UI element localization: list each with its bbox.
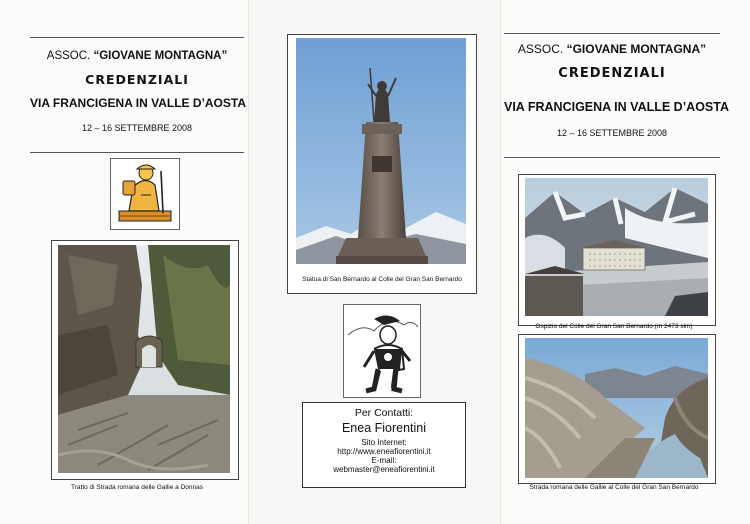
contact-name: Enea Fiorentini: [341, 421, 427, 435]
hospice-photo: [525, 178, 708, 316]
left-top-rule: [30, 37, 244, 38]
website-link[interactable]: http://www.eneafiorentini.it: [337, 447, 431, 456]
left-assoc-title: [30, 50, 244, 62]
left-credenziali: CREDENZIALI: [85, 72, 189, 87]
pilgrim-icon: [111, 159, 179, 229]
contact-box: [302, 402, 466, 488]
email-link[interactable]: webmaster@eneafiorentini.it: [333, 465, 435, 474]
right-route-title: VIA FRANCIGENA IN VALLE D’AOSTA: [504, 100, 729, 114]
pilgrim-icon-frame: [110, 158, 180, 230]
saint-bernard-statue-photo: [296, 38, 466, 264]
hospice-caption: Ospizio del Colle del Gran San Bernardo (m 2473 slm): [535, 323, 693, 330]
right-bottom-rule: [504, 157, 720, 158]
right-assoc-title: [504, 42, 720, 56]
fold-line-left: [248, 0, 249, 524]
left-route-title: VIA FRANCIGENA IN VALLE D’AOSTA: [30, 96, 246, 110]
donnas-roman-road-photo: [58, 245, 230, 473]
hiker-logo-frame: [343, 304, 421, 398]
email-label: E-mail:: [371, 456, 397, 465]
left-dates: 12 – 16 SETTEMBRE 2008: [81, 123, 193, 133]
fold-line-right: [500, 0, 501, 524]
road-caption: Strada romana delle Gallie al Colle del Gran San Bernardo: [529, 484, 699, 491]
right-dates: 12 – 16 SETTEMBRE 2008: [556, 128, 668, 138]
statue-caption: Statua di San Bernardo al Colle del Gran San Bernardo: [302, 276, 462, 283]
hiker-logo-icon: [344, 305, 420, 397]
website-label: Sito Internet:: [361, 438, 407, 447]
right-credenziali: CREDENZIALI: [558, 66, 666, 81]
left-bottom-rule: [30, 152, 244, 153]
contact-title: Per Contatti:: [354, 407, 414, 419]
left-assoc-name: “GIOVANE MONTAGNA”: [93, 50, 228, 62]
right-top-rule: [504, 33, 720, 34]
right-assoc-name: “GIOVANE MONTAGNA”: [566, 42, 707, 56]
left-assoc-prefix: ASSOC.: [46, 50, 91, 62]
roman-road-pass-photo: [525, 338, 708, 478]
right-assoc-prefix: ASSOC.: [517, 42, 564, 56]
donnas-caption: Tratto di Strada romana delle Gallie a Donnas: [71, 484, 203, 491]
